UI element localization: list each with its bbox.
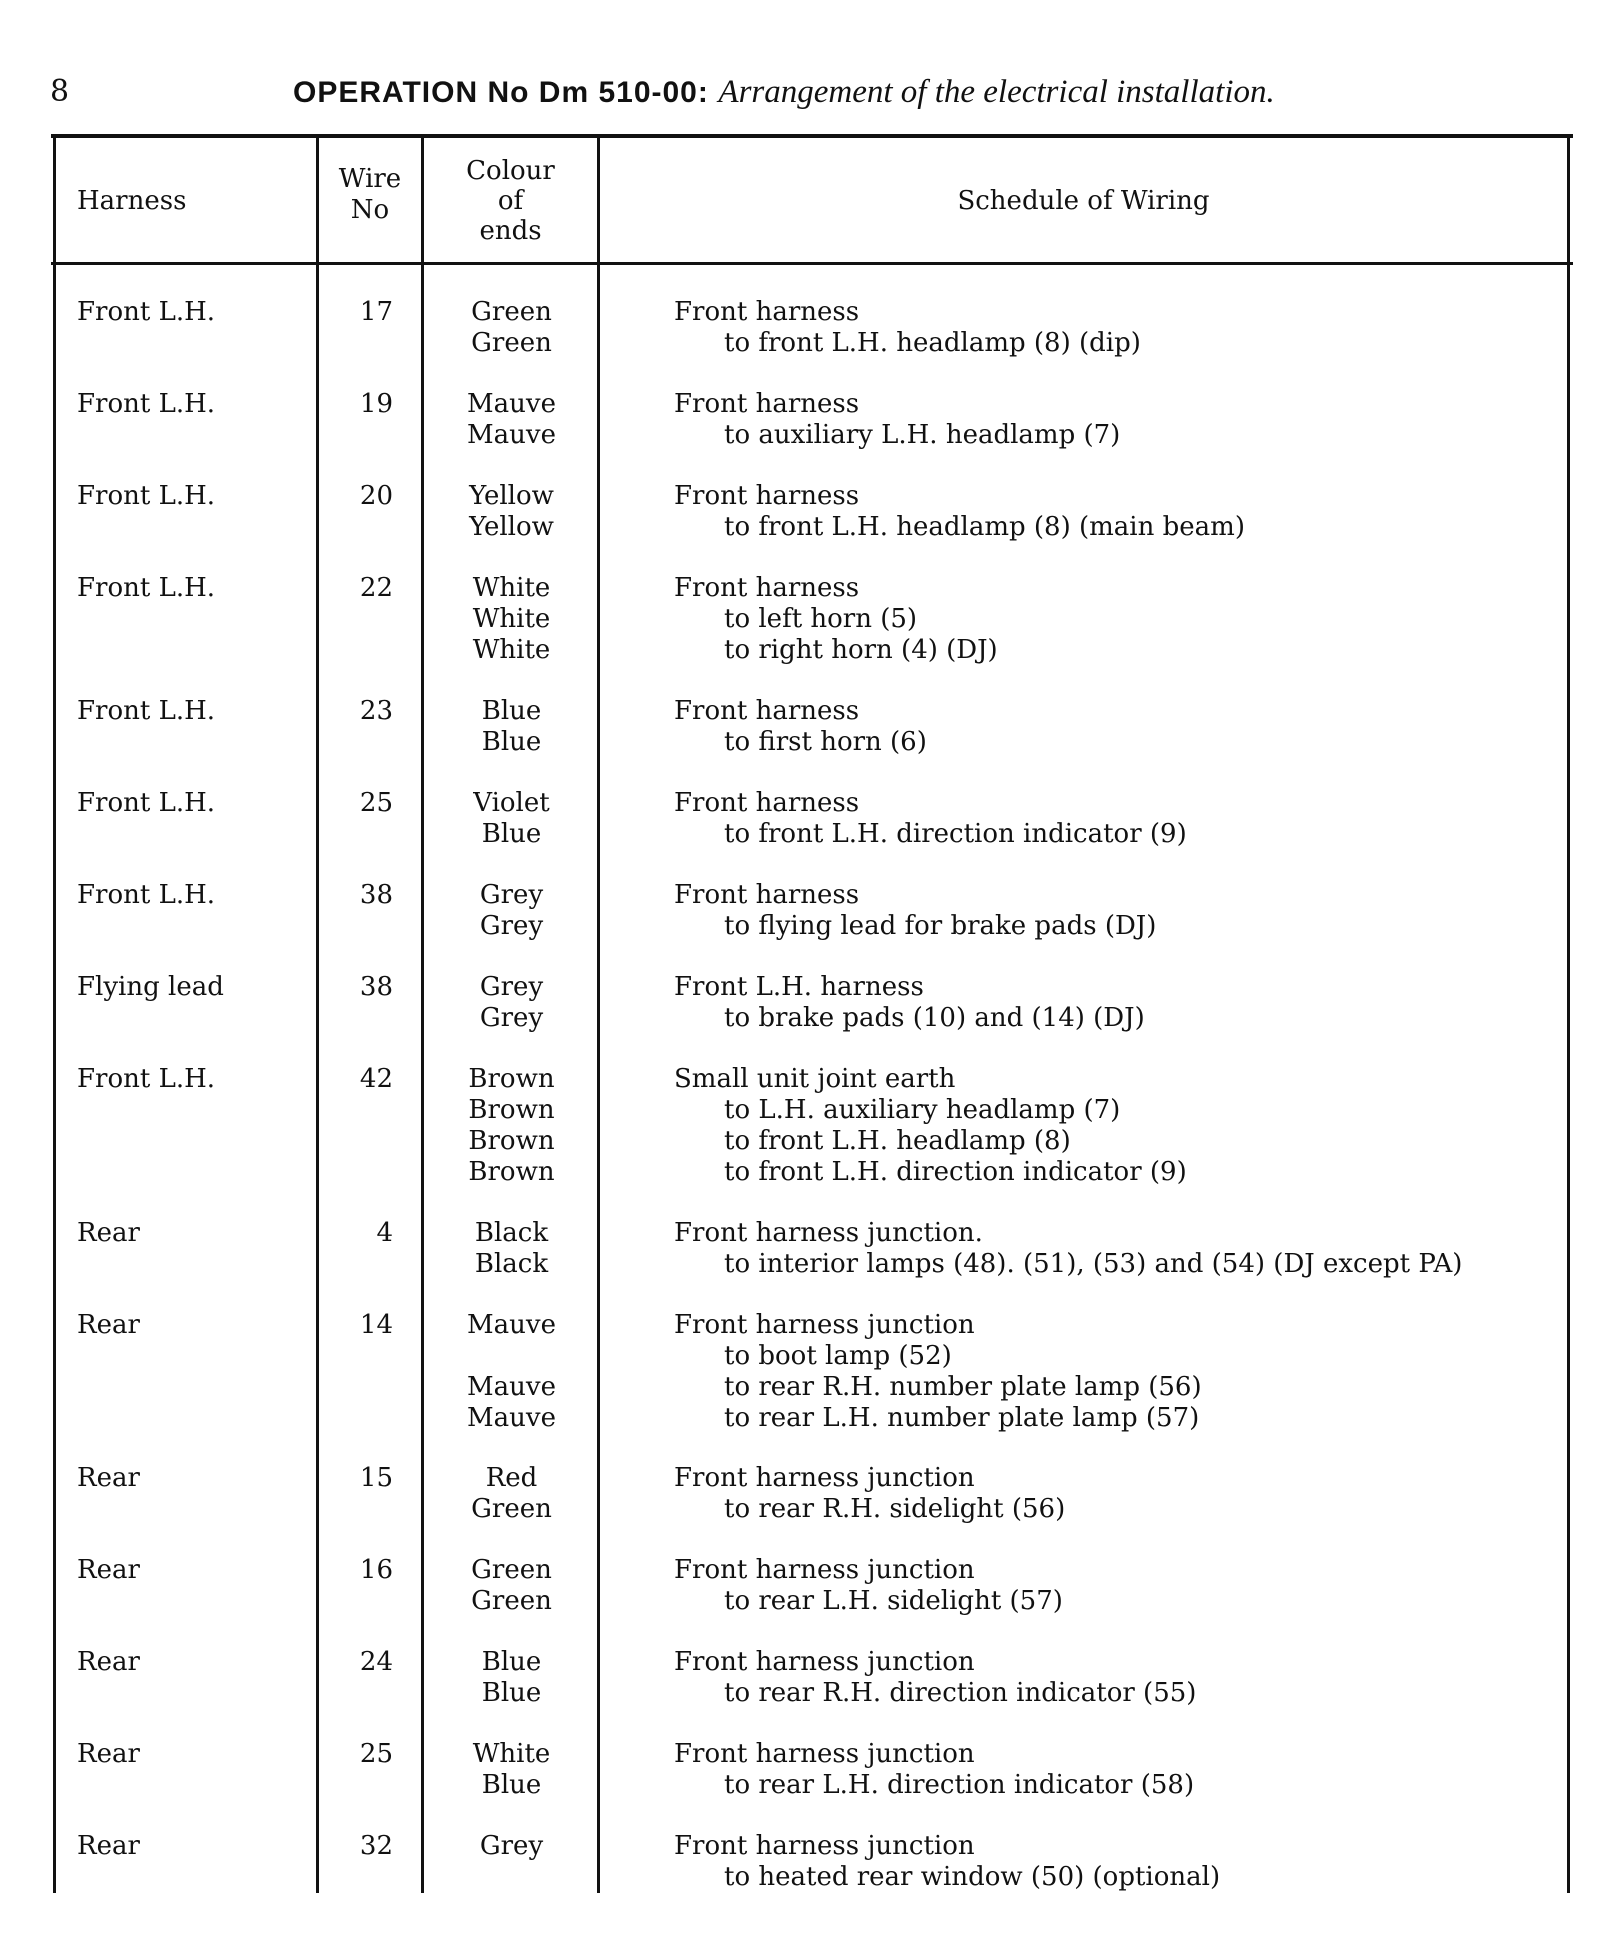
- header-colour-line: Colour: [466, 156, 555, 186]
- schedule-line: Front harness junction: [674, 1739, 975, 1769]
- colour-value: Red: [485, 1463, 538, 1493]
- wire-no-cell: 25: [359, 788, 393, 818]
- colour-cell: [424, 1064, 599, 1188]
- colour-cell: [424, 297, 599, 359]
- wire-no-cell: 38: [359, 880, 393, 910]
- schedule-cell: [674, 1739, 1194, 1801]
- colour-value: Blue: [481, 727, 542, 757]
- colour-value: Blue: [481, 1647, 542, 1677]
- colour-cell: [424, 788, 599, 850]
- wire-no-cell: 42: [359, 1064, 393, 1094]
- column-divider-left: [53, 136, 56, 1893]
- colour-value: Green: [471, 297, 552, 327]
- colour-value: [424, 1341, 599, 1372]
- colour-value: Brown: [468, 1095, 555, 1125]
- harness-cell: Flying lead: [77, 972, 224, 1002]
- schedule-line: Front harness: [674, 696, 860, 726]
- wire-no-cell: 16: [359, 1555, 393, 1585]
- wire-no-cell: 23: [359, 696, 393, 726]
- header-bottom-rule: [51, 262, 1573, 265]
- schedule-cell: [674, 1831, 1220, 1893]
- harness-cell: Rear: [77, 1218, 140, 1248]
- schedule-line: Front harness: [674, 481, 860, 511]
- operation-label: OPERATION No Dm 510-00:: [293, 76, 709, 109]
- schedule-cell: [674, 972, 1145, 1034]
- colour-value: Green: [471, 1494, 552, 1524]
- schedule-line: to rear R.H. direction indicator (55): [724, 1678, 1197, 1708]
- harness-cell: Front L.H.: [77, 1064, 216, 1094]
- schedule-line: Front harness: [674, 788, 860, 818]
- schedule-line: Front harness junction: [674, 1310, 975, 1340]
- schedule-line: Front harness: [674, 573, 860, 603]
- colour-cell: [424, 481, 599, 543]
- schedule-cell: [674, 1647, 1196, 1709]
- colour-value: Yellow: [469, 512, 554, 542]
- schedule-line: Front harness: [674, 880, 860, 910]
- schedule-cell: [674, 696, 927, 758]
- schedule-line: to rear R.H. sidelight (56): [724, 1494, 1066, 1524]
- schedule-line: to left horn (5): [724, 604, 918, 634]
- schedule-line: to front L.H. headlamp (8) (main beam): [724, 512, 1245, 542]
- colour-value: Grey: [479, 972, 544, 1002]
- schedule-line: to rear L.H. number plate lamp (57): [724, 1403, 1200, 1433]
- schedule-line: Front harness junction: [674, 1647, 975, 1677]
- colour-cell: [424, 1647, 599, 1709]
- colour-value: Mauve: [467, 1310, 556, 1340]
- colour-value: White: [472, 604, 551, 634]
- colour-value: Blue: [481, 696, 542, 726]
- harness-cell: Rear: [77, 1463, 140, 1493]
- colour-value: Green: [471, 1555, 552, 1585]
- colour-cell: [424, 696, 599, 758]
- table-top-rule: [51, 134, 1573, 138]
- colour-value: Grey: [479, 1831, 544, 1861]
- colour-value: Green: [471, 328, 552, 358]
- colour-cell: [424, 1831, 599, 1862]
- colour-value: White: [472, 635, 551, 665]
- colour-cell: [424, 1463, 599, 1525]
- header-wire-no-line: Wire: [338, 164, 402, 194]
- schedule-cell: [674, 1555, 1063, 1617]
- schedule-line: Front harness junction.: [674, 1218, 983, 1248]
- schedule-line: Front harness junction: [674, 1555, 975, 1585]
- schedule-line: to brake pads (10) and (14) (DJ): [724, 1003, 1145, 1033]
- wire-no-cell: 22: [359, 573, 393, 603]
- colour-value: Blue: [481, 1770, 542, 1800]
- header-schedule-of-wiring: Schedule of Wiring: [957, 186, 1210, 216]
- schedule-cell: [674, 788, 1187, 850]
- schedule-line: to rear L.H. direction indicator (58): [724, 1770, 1195, 1800]
- colour-value: Mauve: [467, 389, 556, 419]
- harness-cell: Rear: [77, 1739, 140, 1769]
- colour-value: Mauve: [467, 420, 556, 450]
- colour-value: Black: [474, 1249, 549, 1279]
- schedule-line: to rear L.H. sidelight (57): [724, 1586, 1063, 1616]
- schedule-line: to front L.H. headlamp (8): [724, 1126, 1071, 1156]
- colour-value: Mauve: [467, 1372, 556, 1402]
- schedule-cell: [674, 1463, 1065, 1525]
- schedule-line: to rear R.H. number plate lamp (56): [724, 1372, 1202, 1402]
- schedule-line: Front harness: [674, 297, 860, 327]
- schedule-line: Front harness: [674, 389, 860, 419]
- wire-no-cell: 25: [359, 1739, 393, 1769]
- page-number: 8: [50, 74, 70, 109]
- harness-cell: Rear: [77, 1831, 140, 1861]
- harness-cell: Rear: [77, 1555, 140, 1585]
- harness-cell: Rear: [77, 1310, 140, 1340]
- colour-cell: [424, 1218, 599, 1280]
- wire-no-cell: 14: [359, 1310, 393, 1340]
- colour-value: Mauve: [467, 1403, 556, 1433]
- header-colour-line: ends: [479, 216, 542, 246]
- harness-cell: Rear: [77, 1647, 140, 1677]
- schedule-line: to L.H. auxiliary headlamp (7): [724, 1095, 1121, 1125]
- column-divider-right: [1567, 136, 1570, 1893]
- schedule-cell: [674, 297, 1141, 359]
- harness-cell: Front L.H.: [77, 880, 216, 910]
- schedule-cell: [674, 481, 1245, 543]
- colour-value: Brown: [468, 1126, 555, 1156]
- colour-value: Black: [474, 1218, 549, 1248]
- schedule-line: to interior lamps (48). (51), (53) and (54) (DJ except PA): [724, 1249, 1463, 1279]
- schedule-line: Front harness junction: [674, 1831, 975, 1861]
- schedule-cell: [674, 1310, 1202, 1434]
- colour-value: Grey: [479, 880, 544, 910]
- schedule-line: to front L.H. direction indicator (9): [724, 819, 1187, 849]
- header-wire-no: [319, 164, 421, 226]
- colour-value: Yellow: [469, 481, 554, 511]
- schedule-line: to auxiliary L.H. headlamp (7): [724, 420, 1121, 450]
- schedule-cell: [674, 1064, 1187, 1188]
- harness-cell: Front L.H.: [77, 297, 216, 327]
- colour-value: Grey: [479, 1003, 544, 1033]
- schedule-cell: [674, 389, 1120, 451]
- colour-cell: [424, 972, 599, 1034]
- schedule-line: to flying lead for brake pads (DJ): [724, 911, 1157, 941]
- colour-value: Blue: [481, 819, 542, 849]
- schedule-line: Front harness junction: [674, 1463, 975, 1493]
- harness-cell: Front L.H.: [77, 696, 216, 726]
- wire-no-cell: 19: [359, 389, 393, 419]
- schedule-cell: [674, 573, 998, 666]
- page-title: [293, 72, 1275, 113]
- colour-cell: [424, 1739, 599, 1801]
- header-harness: Harness: [77, 186, 187, 216]
- schedule-line: to front L.H. headlamp (8) (dip): [724, 328, 1141, 358]
- schedule-line: to first horn (6): [724, 727, 927, 757]
- colour-cell: [424, 880, 599, 942]
- harness-cell: Front L.H.: [77, 481, 216, 511]
- schedule-cell: [674, 880, 1156, 942]
- wire-no-cell: 24: [359, 1647, 393, 1677]
- colour-cell: [424, 573, 599, 666]
- colour-cell: [424, 389, 599, 451]
- wire-no-cell: 17: [359, 297, 393, 327]
- header-wire-no-line: No: [350, 195, 390, 225]
- operation-subtitle: Arrangement of the electrical installation.: [718, 74, 1275, 110]
- wire-no-cell: 20: [359, 481, 393, 511]
- header-colour-line: of: [497, 186, 524, 216]
- harness-cell: Front L.H.: [77, 573, 216, 603]
- colour-value: Blue: [481, 1678, 542, 1708]
- schedule-line: Small unit joint earth: [674, 1064, 956, 1094]
- colour-value: Brown: [468, 1157, 555, 1187]
- header-colour-of-ends: [424, 156, 597, 246]
- harness-cell: Front L.H.: [77, 389, 216, 419]
- schedule-cell: [674, 1218, 1462, 1280]
- schedule-line: to heated rear window (50) (optional): [724, 1862, 1221, 1892]
- colour-cell: [424, 1310, 599, 1434]
- colour-value: Brown: [468, 1064, 555, 1094]
- colour-value: Grey: [479, 911, 544, 941]
- wire-no-cell: 15: [359, 1463, 393, 1493]
- colour-cell: [424, 1555, 599, 1617]
- wire-no-cell: 38: [359, 972, 393, 1002]
- wire-no-cell: 32: [359, 1831, 393, 1861]
- schedule-line: to right horn (4) (DJ): [724, 635, 998, 665]
- schedule-line: to front L.H. direction indicator (9): [724, 1157, 1187, 1187]
- colour-value: Violet: [473, 788, 550, 818]
- wire-no-cell: 4: [376, 1218, 393, 1248]
- harness-cell: Front L.H.: [77, 788, 216, 818]
- schedule-line: to boot lamp (52): [724, 1341, 952, 1371]
- colour-value: Green: [471, 1586, 552, 1616]
- colour-value: White: [472, 573, 551, 603]
- colour-value: White: [472, 1739, 551, 1769]
- schedule-line: Front L.H. harness: [674, 972, 924, 1002]
